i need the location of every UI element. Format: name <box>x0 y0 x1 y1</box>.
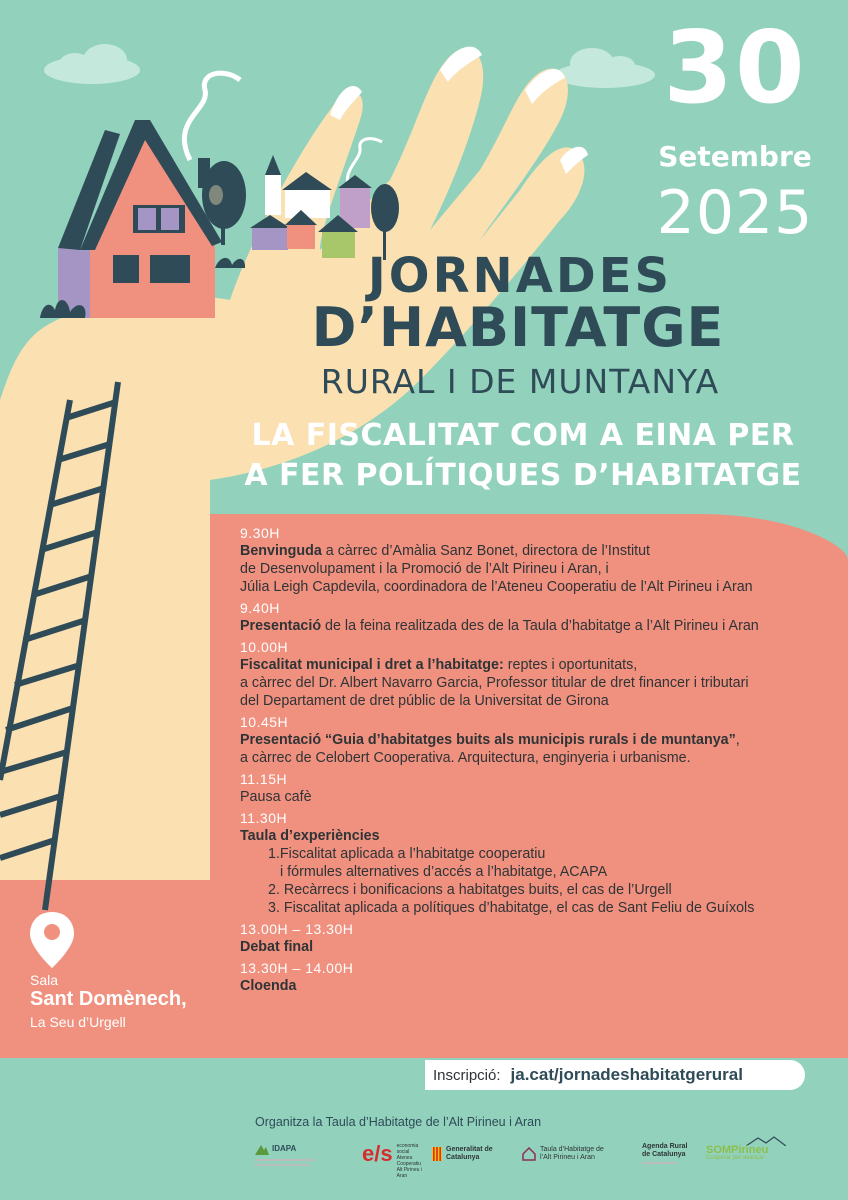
subtitle-line1: LA FISCALITAT COM A EINA PER <box>251 418 795 453</box>
idapa-logo-icon <box>255 1143 269 1155</box>
session-text: Júlia Leigh Capdevila, coordinadora de l’Ateneu Cooperatiu de l’Alt Pirineu i Aran <box>240 579 753 595</box>
program-schedule <box>240 524 830 995</box>
list-item: i fórmules alternatives d’accés a l’habitatge, ACAPA <box>280 864 608 880</box>
session-time: 10.00H <box>240 639 289 655</box>
organizer-name: la Taula d’Habitatge de l’Alt Pirineu i Aran <box>312 1115 542 1129</box>
logo-agenda-text: Agenda Rural de Catalunya <box>642 1143 688 1158</box>
session <box>240 920 830 956</box>
organizer-prefix: Organitza <box>255 1115 313 1129</box>
logo-sompirineu <box>706 1136 796 1162</box>
session-title: Taula d’experiències <box>240 828 380 844</box>
logo-idapa-text: IDAPA <box>272 1144 297 1153</box>
session <box>240 959 830 995</box>
session-text: Pausa cafè <box>240 789 312 805</box>
session-title: Debat final <box>240 939 314 955</box>
title-line2: D’HABITATGE <box>311 296 725 359</box>
venue-name: Sant Domènech, <box>30 988 187 1010</box>
session-text: a càrrec de Celobert Cooperativa. Arquitectura, enginyeria i urbanisme. <box>240 750 691 766</box>
session <box>240 770 830 806</box>
inscription-link[interactable]: ja.cat/jornadeshabitatgerural <box>510 1065 743 1084</box>
logo-som-tagline: Cooperar per avançar <box>706 1155 765 1161</box>
logo-taula <box>522 1146 612 1162</box>
session <box>240 638 830 710</box>
session-text: reptes i oportunitats, <box>503 657 638 673</box>
inscription-bar <box>425 1060 805 1090</box>
session-title: Presentació <box>240 618 322 634</box>
subtitle-line2: A FER POLÍTIQUES D’HABITATGE <box>244 458 802 493</box>
session-time: 11.30H <box>240 810 288 826</box>
inscription-label: Inscripció: <box>433 1066 501 1084</box>
logo-agenda-rural <box>642 1143 690 1164</box>
generalitat-flag-icon <box>432 1147 442 1161</box>
session-title: Benvinguda <box>240 543 322 559</box>
venue-town: La Seu d’Urgell <box>30 1014 126 1030</box>
session-text: a càrrec del Dr. Albert Navarro Garcia, Professor titular de dret financer i tributari <box>240 675 749 691</box>
logo-som-text: SOMPirineu <box>706 1144 769 1156</box>
list-item: 3. Fiscalitat aplicada a polítiques d’habitatge, el cas de Sant Feliu de Guíxols <box>268 900 755 916</box>
session <box>240 809 830 917</box>
house-logo-icon <box>522 1147 536 1161</box>
session-time: 13.00H – 13.30H <box>240 921 354 937</box>
cloud-left <box>44 44 140 84</box>
smoke <box>184 73 240 160</box>
session-time: 11.15H <box>240 771 288 787</box>
house-big <box>58 120 222 318</box>
session-title: Cloenda <box>240 978 297 994</box>
session <box>240 713 830 767</box>
session-time: 10.45H <box>240 714 289 730</box>
session-text: , <box>735 732 740 748</box>
session-title: Fiscalitat municipal i dret a l’habitatge: <box>240 657 504 673</box>
event-year: 2025 <box>656 178 814 248</box>
session-time: 9.30H <box>240 525 280 541</box>
session-time: 9.40H <box>240 600 280 616</box>
session-text: de Desenvolupament i la Promoció de l’Alt Pirineu i Aran, i <box>240 561 609 577</box>
logo-generalitat-text: Generalitat de Catalunya <box>446 1146 493 1161</box>
logo-es-text: economia social Ateneu Cooperatiu Alt Pirineu i Aran <box>396 1143 422 1179</box>
event-month: Setembre <box>658 140 812 173</box>
session-text: del Departament de dret públic de la Universitat de Girona <box>240 693 609 709</box>
session <box>240 524 830 596</box>
session-text: a càrrec d’Amàlia Sanz Bonet, directora de l’Institut <box>321 543 651 559</box>
session-text: de la feina realitzada des de la Taula d’habitatge a l’Alt Pirineu i Aran <box>321 618 759 634</box>
venue-sala: Sala <box>30 972 59 988</box>
es-logo-icon: e/s <box>362 1141 393 1166</box>
logo-economia-social <box>362 1143 426 1179</box>
session <box>240 599 830 635</box>
logo-taula-text: Taula d’Habitatge de l’Alt Pirineu i Aran <box>540 1146 604 1161</box>
title-line1: JORNADES <box>367 248 673 304</box>
logo-generalitat <box>432 1146 498 1162</box>
session-title: Presentació “Guia d’habitatges buits als municipis rurals i de muntanya” <box>240 732 736 748</box>
organizer <box>255 1115 541 1129</box>
list-item: 1.Fiscalitat aplicada a l’habitatge cooperatiu <box>268 846 546 862</box>
list-item: 2. Recàrrecs i bonificacions a habitatges buits, el cas de l’Urgell <box>268 882 672 898</box>
session-time: 13.30H – 14.00H <box>240 960 354 976</box>
event-day: 30 <box>663 9 807 126</box>
venue <box>30 972 187 1030</box>
logo-idapa <box>255 1143 325 1166</box>
title-line3: RURAL I DE MUNTANYA <box>320 362 720 401</box>
